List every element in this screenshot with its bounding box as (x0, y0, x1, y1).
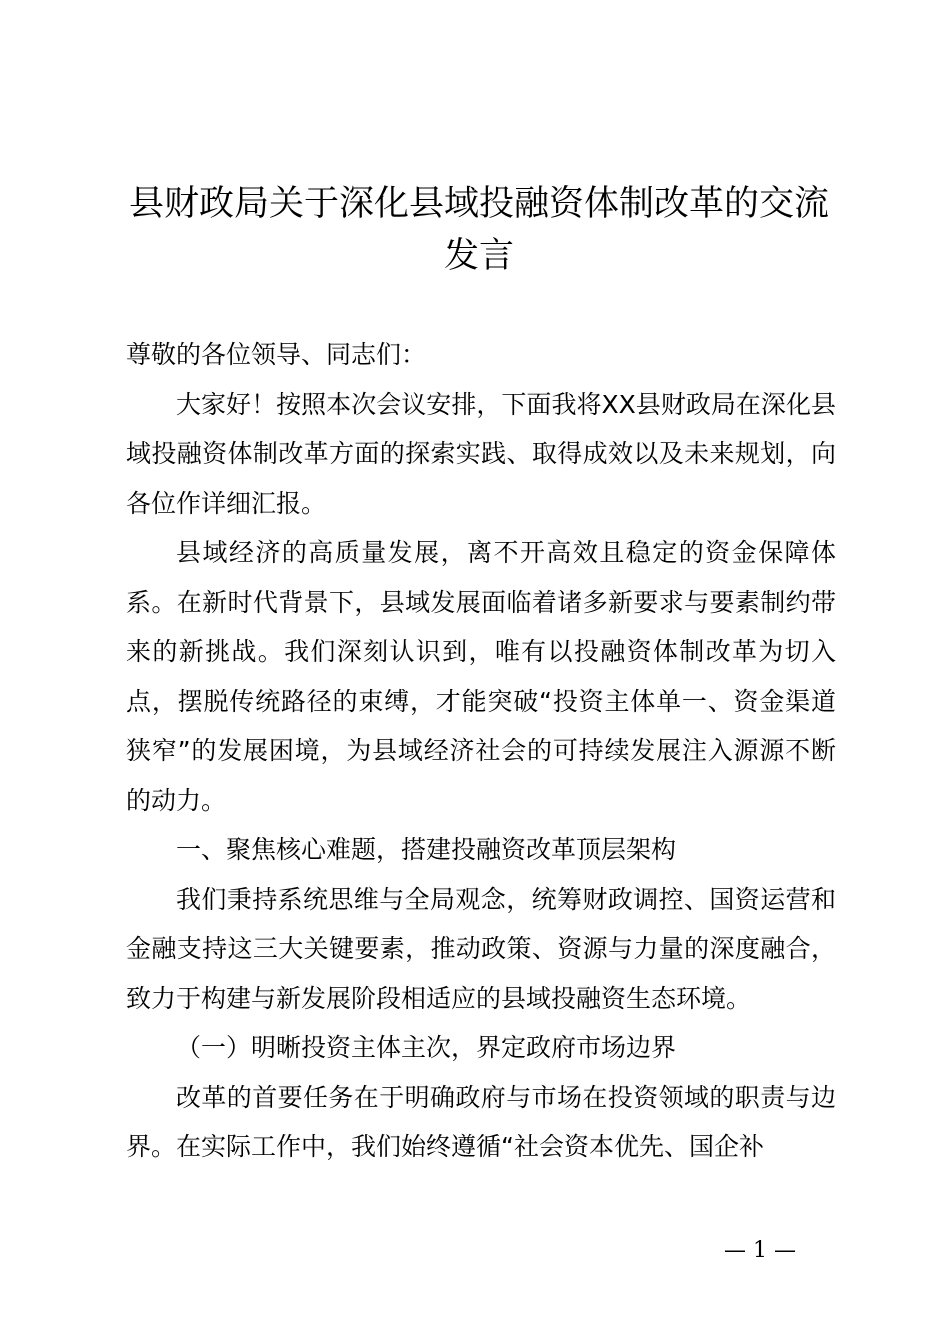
subsection-heading-1: （一）明晰投资主体主次，界定政府市场边界 (176, 1033, 677, 1062)
paragraph-1: 大家好！按照本次会议安排，下面我将XX县财政局在深化县域投融资体制改革方面的探索实践、取得成效以及未来规划，向各位作详细汇报。 (126, 389, 836, 518)
document-title-line1: 县财政局关于深化县域投融资体制改革的交流 (128, 184, 829, 224)
document-title-line2: 发言 (443, 236, 514, 276)
salutation: 尊敬的各位领导、同志们： (126, 340, 427, 369)
paragraph-2: 县域经济的高质量发展，离不开高效且稳定的资金保障体系。在新时代背景下，县域发展面临着诸多新要求与要素制约带来的新挑战。我们深刻认识到，唯有以投融资体制改革为切入点，摆脱传统路径的束缚，才能突破“投资主体单一、资金渠道狭窄”的发展困境，为县域经济社会的可持续发展注入源源不断的动力。 (126, 538, 836, 815)
document-body (126, 330, 836, 1172)
page-number: — 1 — (724, 1238, 796, 1263)
paragraph-3: 我们秉持系统思维与全局观念，统筹财政调控、国资运营和金融支持这三大关键要素，推动政策、资源与力量的深度融合，致力于构建与新发展阶段相适应的县域投融资生态环境。 (126, 884, 836, 1013)
section-heading-1: 一、聚焦核心难题，搭建投融资改革顶层架构 (176, 835, 677, 864)
paragraph-4: 改革的首要任务在于明确政府与市场在投资领域的职责与边界。在实际工作中，我们始终遵循“社会资本优先、国企补 (126, 1082, 836, 1161)
